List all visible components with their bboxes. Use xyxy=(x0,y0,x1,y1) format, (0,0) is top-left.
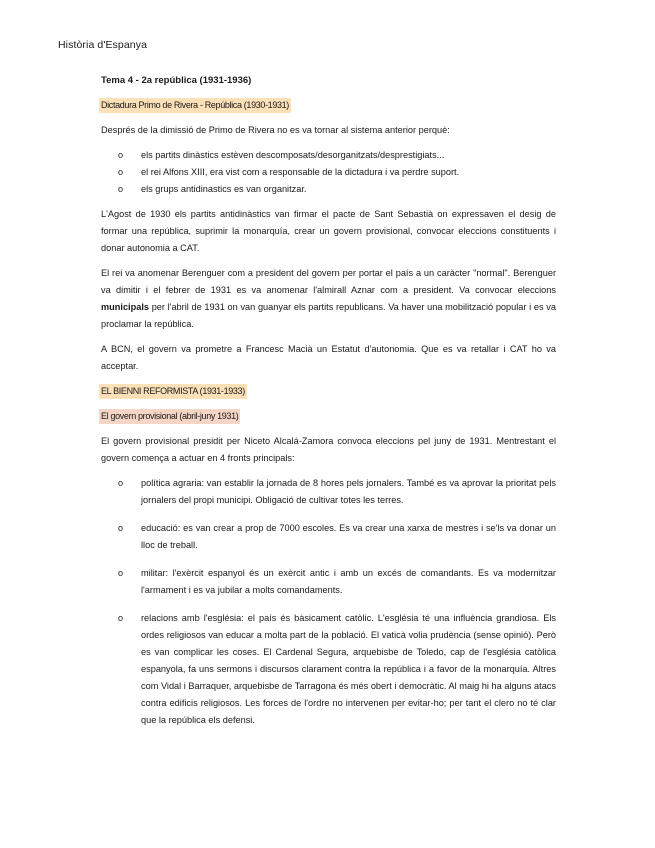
bullet-icon: o xyxy=(118,613,124,623)
list-item: o militar: l'exèrcit espanyol és un exèrcit antic i amb un excés de comandants. Es va modernitzar l'armament i es va jubilar a molts comandaments. xyxy=(101,565,556,599)
bullet-icon: o xyxy=(118,568,124,578)
fronts-list xyxy=(101,475,556,729)
subsection-heading-govern xyxy=(101,408,556,425)
page-header xyxy=(58,39,147,51)
bullet-icon: o xyxy=(118,167,124,177)
bullet-icon: o xyxy=(118,184,124,194)
header-subject: Història d'Espanya xyxy=(58,39,148,51)
list-item: o els partits dinàstics estèven descomposats/desorganitzats/desprestigiats... xyxy=(101,147,556,164)
list-item: o el rei Alfons XIII, era vist com a responsable de la dictadura i va perdre suport. xyxy=(101,164,556,181)
causes-list xyxy=(101,147,556,198)
list-item: o educació: es van crear a prop de 7000 escoles. Es va crear una xarxa de mestres i se'ls va donar un lloc de treball. xyxy=(101,520,556,554)
bullet-icon: o xyxy=(118,523,124,533)
paragraph-pacte: L'Agost de 1930 els partits antidinàstics van firmar el pacte de Sant Sebastià on expressaven el desig de formar una república, suprimir la monarquía, crear un govern provisional, convocar eleccions constituents i donar autonomia a CAT. xyxy=(101,209,556,253)
section-heading-text: EL BIENNI REFORMISTA (1931-1933) xyxy=(99,384,247,399)
bullet-icon: o xyxy=(118,150,124,160)
paragraph-govern: El govern provisional presidit per Niceto Alcalá-Zamora convoca eleccions pel juny de 1931. Mentrestant el govern comença a actuar en 4 fronts principals: xyxy=(101,436,556,463)
subsection-heading-text: El govern provisional (abril-juny 1931) xyxy=(99,409,240,424)
section-heading-text: Dictadura Primo de Rivera - República (1930-1931) xyxy=(99,98,291,113)
document-body xyxy=(101,72,556,740)
document-title: Tema 4 - 2a república (1931-1936) xyxy=(101,75,252,86)
list-item: o relacions amb l'església: el país és bàsicament catòlic. L'església té una influència grandiosa. Els ordes religiosos van educar a molta part de la població. El vaticà volia prudència (sense opinió). Però es van complicar les coses. El Cardenal Segura, arquebisbe de Toledo, cap de l'església catòlica espanyola, fa uns sermons i discursos clarament contra la república i a favor de la monarquía. Altres com Vidal i Barraquer, arquebisbe de Tarragona és més obert i democràtic. Al maig hi ha alguns atacs contra edificis religiosos. Les forces de l'ordre no intervenen per evitar-ho; per tant el clero no té clar que la república els defensi. xyxy=(101,610,556,729)
section-heading-dictadura xyxy=(101,97,556,114)
bold-municipals: municipals xyxy=(101,302,149,312)
paragraph-bcn: A BCN, el govern va prometre a Francesc Macià un Estatut d'autonomia. Que es va retallar i CAT ho va acceptar. xyxy=(101,344,556,371)
paragraph-berenguer: El rei va anomenar Berenguer com a president del govern per portar el país a un caràcter "normal". Berenguer va dimitir i el febrer de 1931 es va anomenar l'almirall Aznar com a president. Va convocar eleccions municipals per l'abril de 1931 on van guanyar els partits republicans. Va haver una mobilització popular i es va proclamar la república. xyxy=(101,268,556,329)
section-heading-bienni xyxy=(101,383,556,400)
bullet-icon: o xyxy=(118,478,124,488)
list-item: o els grups antidinastics es van organitzar. xyxy=(101,181,556,198)
paragraph-intro: Després de la dimissió de Primo de Rivera no es va tornar al sistema anterior perquè: xyxy=(101,125,450,135)
list-item: o política agraria: van establir la jornada de 8 hores pels jornalers. També es va aprovar la prioritat pels jornalers del propi municipi. Obligació de cultivar totes les terres. xyxy=(101,475,556,509)
